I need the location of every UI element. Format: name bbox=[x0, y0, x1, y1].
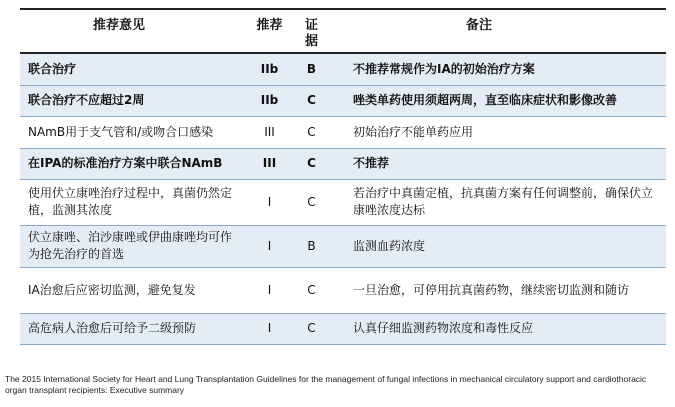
evidence-cell: C bbox=[307, 321, 316, 335]
grade-cell: III bbox=[264, 124, 275, 139]
header-grade: 推荐 bbox=[256, 18, 283, 33]
recommendation-cell: 联合治疗不应超过2周 bbox=[28, 93, 145, 107]
grade-cell: I bbox=[267, 194, 272, 209]
note-cell: 监测血药浓度 bbox=[353, 238, 426, 253]
table-row bbox=[20, 53, 666, 85]
evidence-cell: C bbox=[307, 156, 316, 170]
header-note: 备注 bbox=[465, 18, 492, 33]
grade-cell: I bbox=[267, 282, 272, 297]
note-cell: 不推荐 bbox=[353, 156, 390, 170]
grade-cell: III bbox=[262, 156, 277, 170]
table-row bbox=[20, 85, 666, 116]
recommendation-cell: 在IPA的标准治疗方案中联合NAmB bbox=[28, 156, 223, 170]
note-cell: 唑类单药使用须超两周，直至临床症状和影像改善 bbox=[353, 93, 618, 107]
table-header-row bbox=[20, 9, 666, 53]
evidence-cell: B bbox=[306, 61, 317, 76]
table-row bbox=[20, 267, 666, 313]
note-cell: 若治疗中真菌定植，抗真菌方案有任何调整前，确保伏立康唑浓度达标 bbox=[353, 186, 654, 217]
recommendation-table bbox=[20, 8, 666, 345]
header-recommendation: 推荐意见 bbox=[92, 18, 145, 33]
table-row bbox=[20, 225, 666, 267]
note-cell: 一旦治愈，可停用抗真菌药物，继续密切监测和随访 bbox=[353, 282, 630, 297]
table-body bbox=[20, 53, 666, 344]
evidence-cell: B bbox=[307, 238, 316, 253]
table-row bbox=[20, 179, 666, 225]
recommendation-cell: 高危病人治愈后可给予二级预防 bbox=[28, 321, 197, 335]
evidence-cell: C bbox=[307, 124, 316, 139]
note-cell: 初始治疗不能单药应用 bbox=[353, 124, 474, 139]
table-row bbox=[20, 116, 666, 148]
note-cell: 不推荐常规作为IA的初始治疗方案 bbox=[353, 61, 535, 76]
recommendation-cell: 伏立康唑、泊沙康唑或伊曲康唑均可作为抢先治疗的首选 bbox=[28, 230, 233, 261]
recommendation-cell: 使用伏立康唑治疗过程中，真菌仍然定植，监测其浓度 bbox=[28, 186, 233, 217]
evidence-cell: C bbox=[307, 282, 316, 297]
grade-cell: I bbox=[267, 238, 272, 253]
evidence-cell: C bbox=[307, 194, 316, 209]
grade-cell: IIb bbox=[260, 93, 279, 107]
grade-cell: IIb bbox=[260, 61, 279, 76]
citation-footer: The 2015 International Society for Heart and Lung Transplantation Guidelines for the management of fungal infections in mechanical circulatory support and cardiothoracic organ transplant recipients: Executive summary bbox=[5, 374, 647, 395]
grade-cell: I bbox=[267, 321, 272, 335]
recommendation-cell: NAmB用于支气管和/或吻合口感染 bbox=[28, 124, 214, 139]
note-cell: 认真仔细监测药物浓度和毒性反应 bbox=[353, 321, 534, 335]
table-row bbox=[20, 148, 666, 179]
header-evidence: 证据 bbox=[304, 18, 318, 49]
recommendation-cell: IA治愈后应密切监测，避免复发 bbox=[28, 282, 196, 297]
evidence-cell: C bbox=[307, 93, 316, 107]
table-row bbox=[20, 313, 666, 344]
recommendation-cell: 联合治疗 bbox=[28, 61, 77, 76]
